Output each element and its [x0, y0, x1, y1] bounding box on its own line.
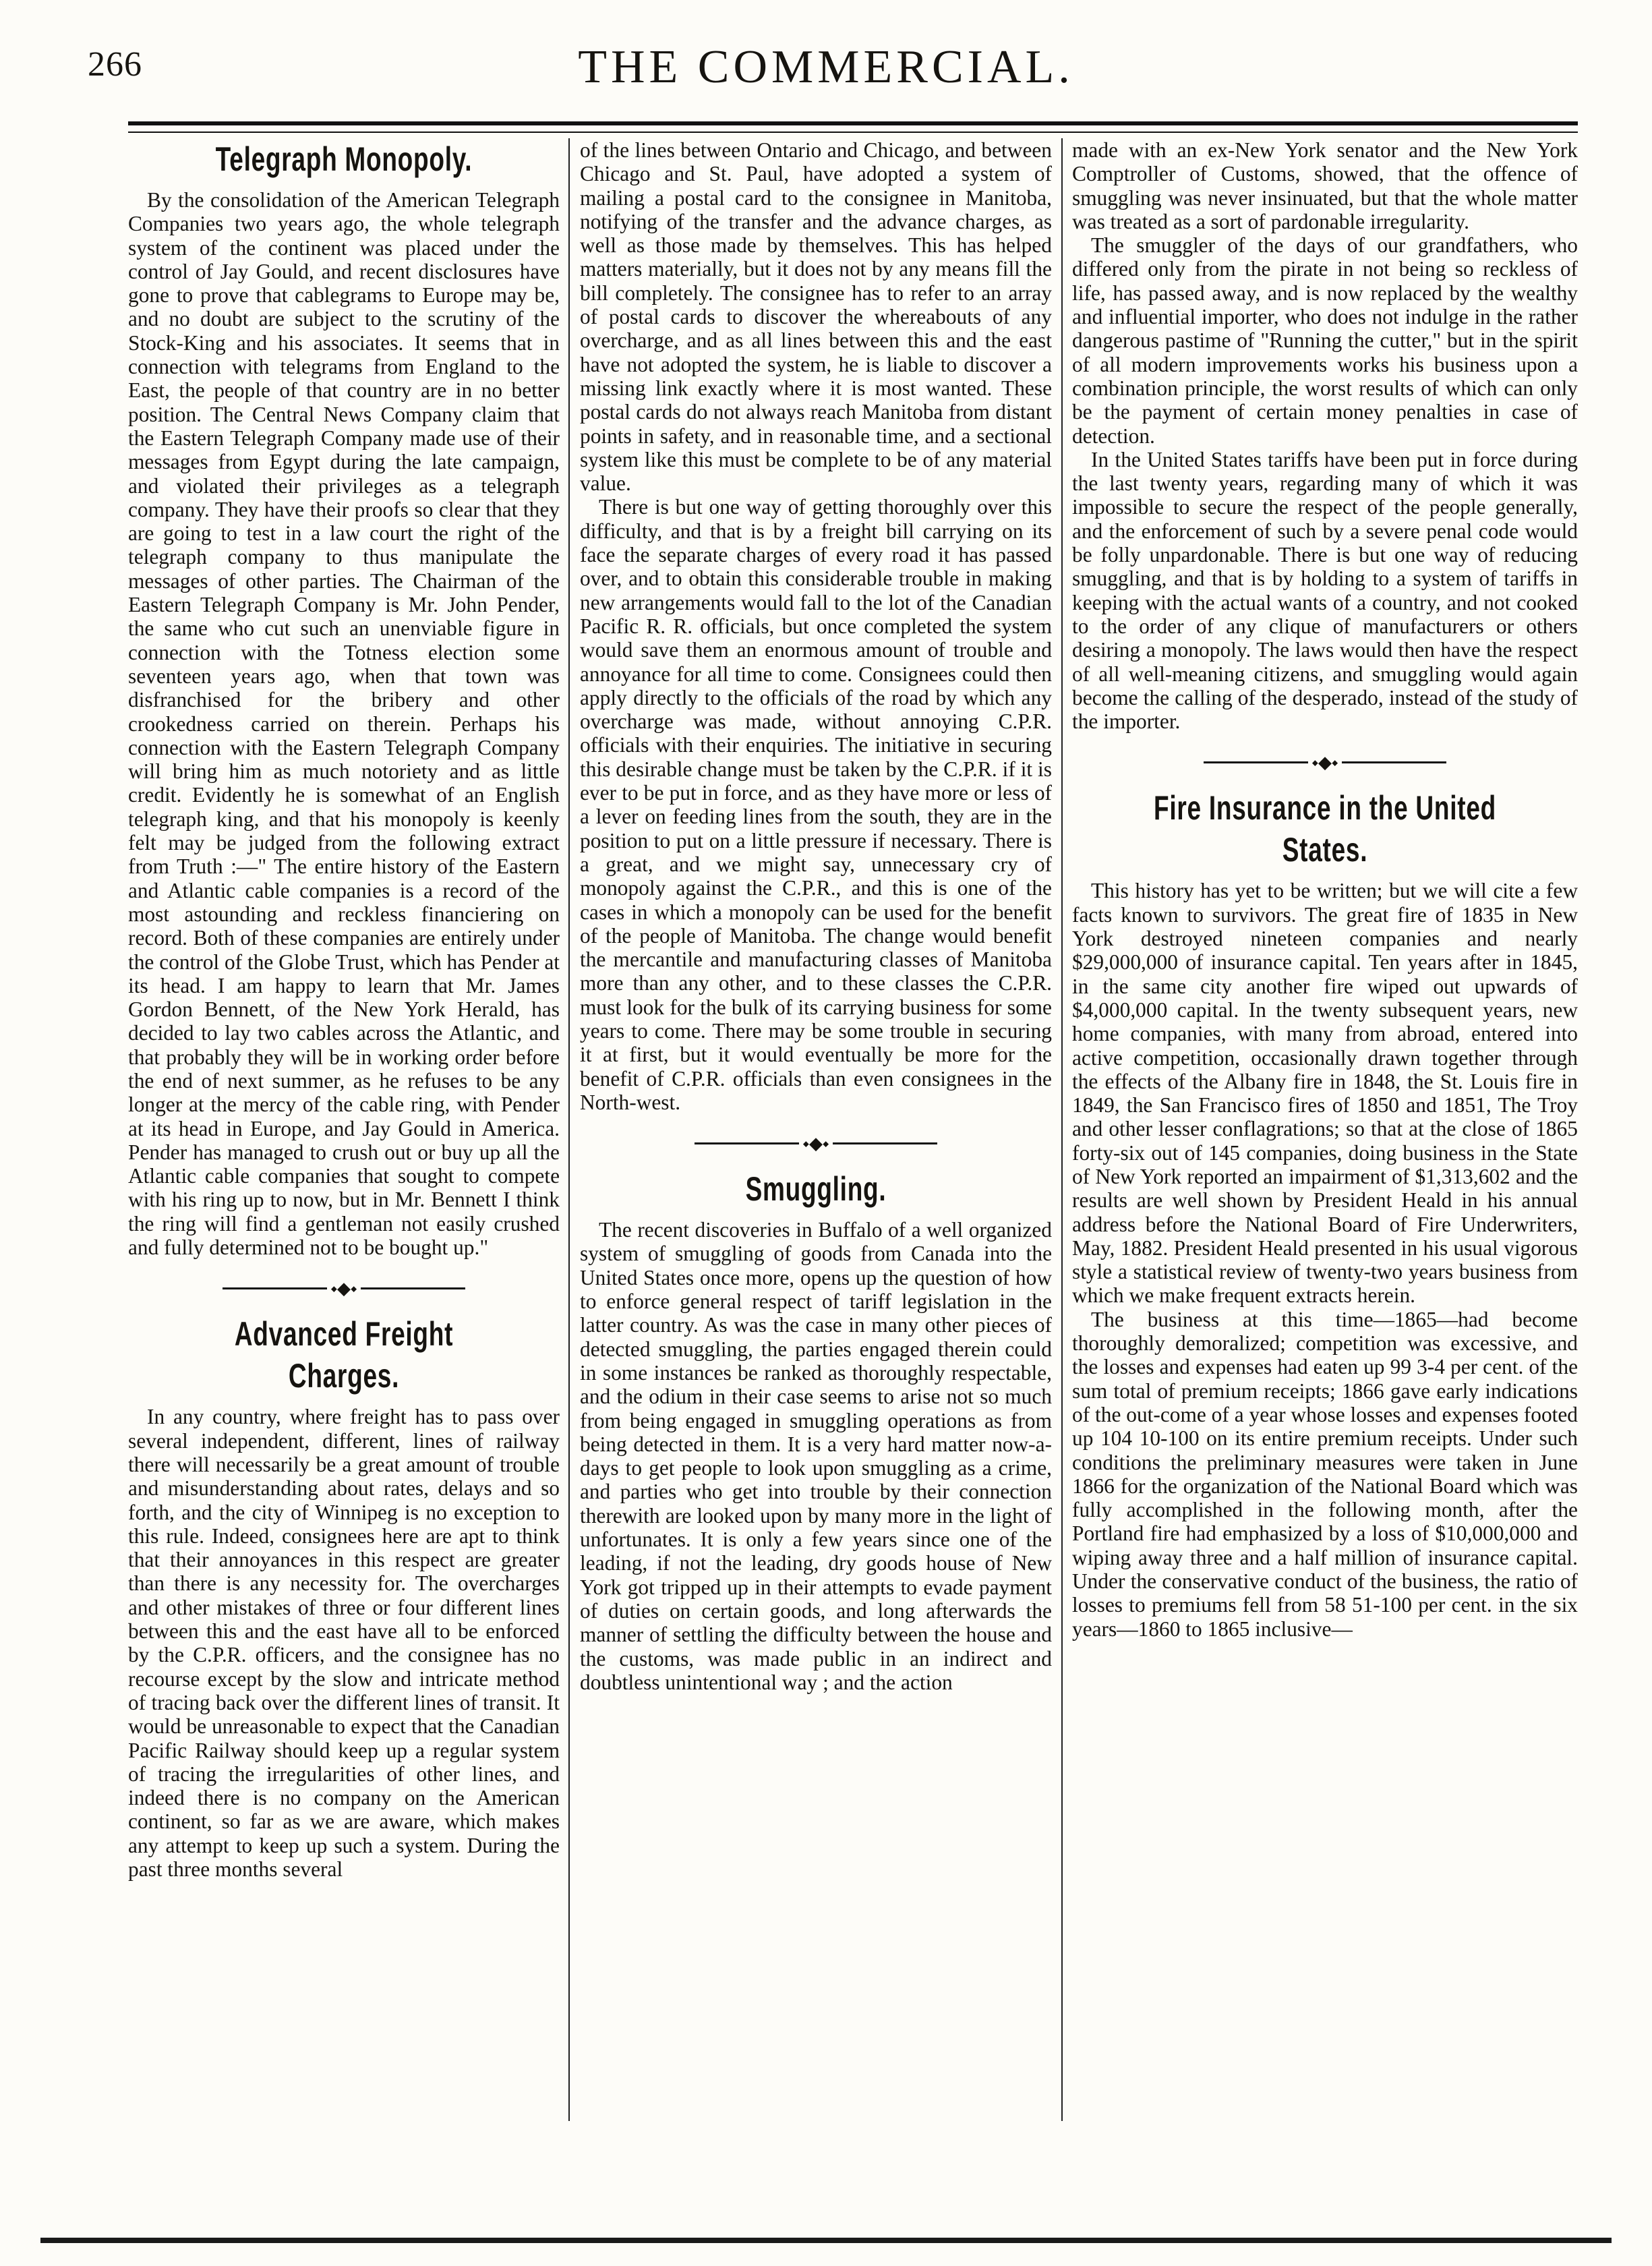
article-paragraph: By the consolidation of the American Telegraph Companies two years ago, the whole telegraph system of the continent was placed under the control of Jay Gould, and recent disclosures have gone to prove that cablegrams to Europe may be, and no doubt are subject to the scrutiny of the Stock-King and his associates. It seems that in connection with telegrams from England to the East, the people of that country are in no better position. The Central News Company claim that the Eastern Telegraph Company made use of their messages from Egypt during the late campaign, and violated their privileges as a telegraph company. They have their proofs so clear that they are going to test in a law court the right of the telegraph company to thus manipulate the messages of other parties. The Chairman of the Eastern Telegraph Company is Mr. John Pender, the same who cut such an unenviable figure in connection with the Totness election some seventeen years ago, when that town was disfranchised for the bribery and other crookedness carried on therein. Perhaps his connection with the Eastern Telegraph Company will bring him as much notoriety and as little credit. Evidently he is somewhat of an English telegraph king, and that his monopoly is keenly felt may be judged from the following extract from Truth :—" The entire history of the Eastern and Atlantic cable companies is a record of the most astounding and reckless financiering on record. Both of these companies are entirely under the control of the Globe Trust, which has Pender at its head. I am happy to learn that Mr. James Gordon Bennett, of the New York Herald, has decided to lay two cables across the Atlantic, and that probably they will be in working order before the end of next summer, as he refuses to be any longer at the mercy of the cable ring, with Pender at its head in Europe, and Jay Gould in America. Pender has managed to crush out or buy up all the Atlantic cable companies that sought to compete with his ring up to now, but in Mr. Bennett I think the ring will find a gentleman not easily crushed and fully determined not to be bought up."	[128, 188, 560, 1260]
article-paragraph: There is but one way of getting thoroughly over this difficulty, and that is by a freight bill carrying on its face the separate charges of every road it has passed over, and to obtain this considerable trouble in making new arrangements would fall to the lot of the Canadian Pacific R. R. officials, but once completed the system would save them an enormous amount of trouble and annoyance for all time to come. Consignees could then apply directly to the officials of the road by which any overcharge was made, without annoying C.P.R. officials with their enquiries. The initiative in securing this desirable change must be taken by the C.P.R. if it is ever to be put in force, and as they have more or less of a lever on feeding lines from the south, they are in the position to put on a little pressure if necessary. There is a great, and we might say, unnecessary cry of monopoly against the C.P.R., and this is one of the cases in which a monopoly can be used for the benefit of the people of Manitoba. The change would benefit the mercantile and manufacturing classes of Manitoba more than any other, and to these classes the C.P.R. must look for the bulk of its carrying business for some years to come. There may be some trouble in securing it at first, but it would eventually be more for the benefit of C.P.R. officials than even consignees in the North-west.	[580, 495, 1052, 1114]
article-smuggling	[580, 1168, 1052, 1694]
article-paragraph: made with an ex-New York senator and the New York Comptroller of Customs, showed, that the offence of smuggling was never insinuated, but that the whole matter was treated as a sort of pardonable irregularity.	[1072, 138, 1578, 233]
article-headline: Advanced Freight Charges.	[234, 1315, 454, 1395]
header-rule-thin	[128, 132, 1578, 133]
section-divider	[128, 1269, 560, 1309]
column-1	[128, 138, 560, 2121]
section-divider	[1072, 743, 1578, 783]
article-paragraph: This history has yet to be written; but we will cite a few facts known to survivors. The great fire of 1835 in New York destroyed nineteen companies and nearly $29,000,000 of insurance capital. Ten years after in 1845, in the same city another fire wiped out upwards of $4,000,000 capital. In the twenty subsequent years, new home companies, with many from abroad, entered into active competition, occasionally drawn together through the effects of the Albany fire in 1848, the St. Louis fire in 1849, the San Francisco fires of 1850 and 1851, The Troy and other lesser conflagrations; so that at the close of 1865 forty-six out of 145 companies, doing business in the State of New York reported an impairment of $1,313,602 and the results are well shown by President Heald in his annual address before the National Board of Fire Underwriters, May, 1882. President Heald presented in his usual vigorous style a statistical review of twenty-two years business from which we make frequent extracts herein.	[1072, 879, 1578, 1308]
article-paragraph: In any country, where freight has to pass over several independent, different, lines of railway there will necessarily be a great amount of trouble and misunderstanding about rates, delays and so forth, and the city of Winnipeg is no exception to this rule. Indeed, consignees here are apt to think that their annoyances in this respect are greater than there is any necessity for. The overcharges and other mistakes of three or four different lines between this and the east have all to be enforced by the C.P.R. officers, and the consignee has no recourse except by the slow and intricate method of tracing back over the different lines of transit. It would be unreasonable to expect that the Canadian Pacific Railway should keep up a regular system of tracing the irregularities of other lines, and indeed there is no company on the American continent, so far as we are aware, which makes any attempt to keep up such a system. During the past three months several	[128, 1405, 560, 1881]
article-headline: Telegraph Monopoly.	[215, 140, 473, 178]
section-divider	[580, 1124, 1052, 1164]
article-smuggling-continued	[1072, 138, 1578, 733]
article-telegraph-monopoly	[128, 138, 560, 1259]
column-2	[580, 138, 1052, 2121]
article-headline: Fire Insurance in the United States.	[1154, 789, 1496, 869]
bottom-rule	[40, 2238, 1612, 2243]
column-rule-1	[568, 138, 570, 2121]
article-paragraph: of the lines between Ontario and Chicago, and between Chicago and St. Paul, have adopted a system of mailing a postal card to the consignee in Manitoba, notifying of the transfer and the advance charges, as well as those made by themselves. This has helped matters materially, but it does not by any means fill the bill completely. The consignee has to refer to an array of postal cards to discover the whereabouts of any overcharge, and as all lines between this and the east have not adopted the system, he is liable to discover a missing link exactly where it is most wanted. These postal cards do not always reach Manitoba from distant points in safety, and in reasonable time, and a sectional system like this must be complete to be of any material value.	[580, 138, 1052, 496]
divider-ornament-icon: ⬩◆⬩	[1308, 753, 1343, 772]
masthead: THE COMMERCIAL.	[578, 41, 1074, 93]
column-3	[1072, 138, 1578, 2121]
divider-ornament-icon: ⬩◆⬩	[327, 1279, 361, 1298]
article-headline: Smuggling.	[745, 1170, 887, 1209]
article-paragraph: The smuggler of the days of our grandfathers, who differed only from the pirate in not being so reckless of life, has passed away, and is now replaced by the wealthy and influential importer, who does not indulge in the rather dangerous pastime of "Running the cutter," but in the spirit of all modern improvements works his business upon a combination principle, the worst results of which can only be the payment of certain money penalties in case of detection.	[1072, 233, 1578, 448]
column-rule-2	[1061, 138, 1063, 2121]
header-rule-thick	[128, 121, 1578, 125]
article-paragraph: The business at this time—1865—had become thoroughly demoralized; competition was excessive, and the losses and expenses had eaten up 99 3-4 per cent. of the sum total of premium receipts; 1866 gave early indications of the out-come of a year whose losses and expenses footed up 104 10-100 on its entire premium receipts. Under such conditions the preliminary measures were taken in June 1866 for the organization of the National Board which was fully accomplished in the following month, after the Portland fire had emphasized by a loss of $10,000,000 and wiping away three and a half million of insurance capital. Under the conservative conduct of the business, the ratio of losses to premiums fell from 58 51-100 per cent. in the six years—1860 to 1865 inclusive—	[1072, 1307, 1578, 1641]
article-advanced-freight-charges-continued	[580, 138, 1052, 1114]
article-advanced-freight-charges	[128, 1313, 560, 1881]
article-paragraph: The recent discoveries in Buffalo of a well organized system of smuggling of goods from Canada into the United States once more, opens up the question of how to enforce general respect of tariff legislation in the latter country. As was the case in many other pieces of detected smuggling, the parties engaged therein could in some instances be ranked as thoroughly respectable, and the odium in their case seems to arise not so much from being engaged in smuggling operations as from being detected in them. It is a very hard matter now-a-days to get people to look upon smuggling as a crime, and parties who get into trouble by their connection therewith are looked upon by many more in the light of unfortunates. It is only a few years since one of the leading, if not the leading, dry goods house of New York got tripped up in their attempts to evade payment of duties on certain goods, and long afterwards the manner of settling the difficulty between the house and the customs, was made public in an indirect and doubtless unintentional way ; and the action	[580, 1218, 1052, 1694]
page-number: 266	[88, 45, 142, 84]
article-fire-insurance	[1072, 787, 1578, 1641]
divider-ornament-icon: ⬩◆⬩	[799, 1134, 833, 1153]
article-paragraph: In the United States tariffs have been put in force during the last twenty years, regarding many of which it was impossible to secure the respect of the people generally, and the enforcement of such by a severe penal code would be folly unpardonable. There is but one way of reducing smuggling, and that is by holding to a system of tariffs in keeping with the actual wants of a country, and not cooked to the order of any clique of manufacturers or others desiring a monopoly. The laws would then have the respect of all well-meaning citizens, and smuggling would again become the calling of the desperado, instead of the study of the importer.	[1072, 447, 1578, 734]
